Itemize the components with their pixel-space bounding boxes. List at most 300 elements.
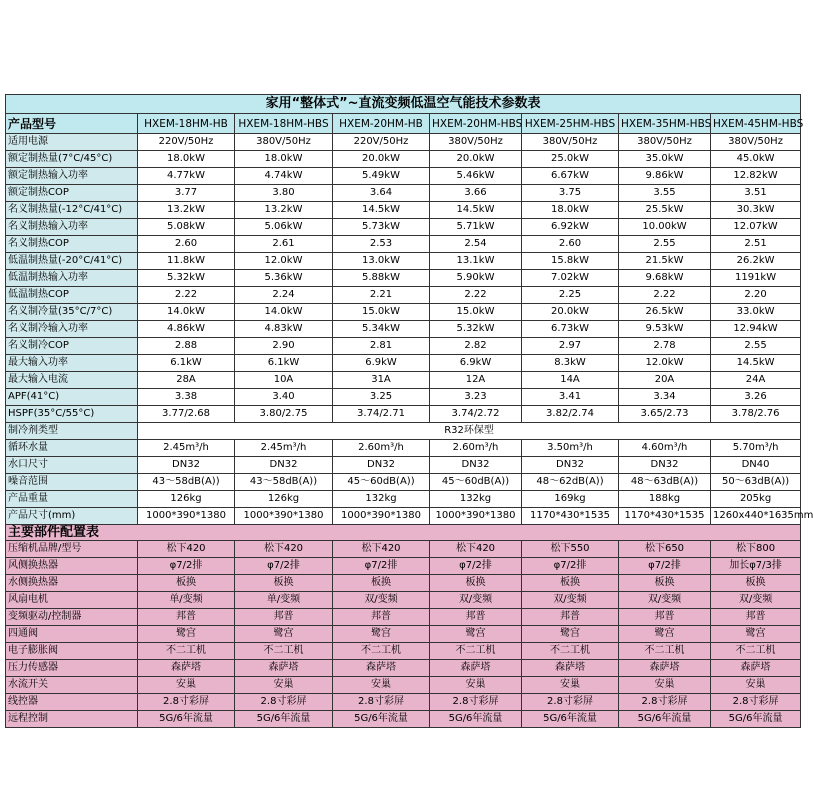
value-cell: 380V/50Hz	[522, 134, 619, 151]
value-cell: 18.0kW	[522, 202, 619, 219]
value-cell: 5.36kW	[235, 270, 333, 287]
title-row	[6, 95, 801, 114]
value-cell: 6.9kW	[430, 355, 522, 372]
value-cell: 双/变频	[711, 592, 801, 609]
value-cell: 双/变频	[333, 592, 430, 609]
table-row	[6, 304, 801, 321]
spec-table	[5, 94, 813, 728]
value-cell: 2.8寸彩屏	[430, 694, 522, 711]
value-cell: 加长φ7/3排	[711, 558, 801, 575]
value-cell: 邦普	[333, 609, 430, 626]
value-cell: 3.23	[430, 389, 522, 406]
value-cell: 2.60m³/h	[333, 440, 430, 457]
value-cell: 3.66	[430, 185, 522, 202]
value-cell: 15.8kW	[522, 253, 619, 270]
row-label: APF(41°C)	[6, 389, 138, 406]
value-cell: φ7/2排	[138, 558, 235, 575]
value-cell: 13.1kW	[430, 253, 522, 270]
value-cell: DN32	[138, 457, 235, 474]
value-cell: φ7/2排	[333, 558, 430, 575]
row-label: 产品重量	[6, 491, 138, 508]
value-cell: 5.32kW	[138, 270, 235, 287]
row-label: 风扇电机	[6, 592, 138, 609]
value-cell: 2.60	[138, 236, 235, 253]
value-cell: 板换	[711, 575, 801, 592]
value-cell: 380V/50Hz	[430, 134, 522, 151]
value-cell: 松下420	[333, 541, 430, 558]
value-cell: 邦普	[522, 609, 619, 626]
row-label: 压力传感器	[6, 660, 138, 677]
table-row	[6, 372, 801, 389]
value-cell: 3.55	[619, 185, 711, 202]
table-row	[6, 541, 801, 558]
value-cell: 9.86kW	[619, 168, 711, 185]
table-row	[6, 253, 801, 270]
value-cell: 3.34	[619, 389, 711, 406]
row-label: 额定制热COP	[6, 185, 138, 202]
value-cell: 13.2kW	[235, 202, 333, 219]
row-label: 名义制冷量(35°C/7°C)	[6, 304, 138, 321]
value-cell: 2.20	[711, 287, 801, 304]
value-cell: 5G/6年流量	[235, 711, 333, 728]
value-cell: 2.81	[333, 338, 430, 355]
value-cell: 单/变频	[235, 592, 333, 609]
value-cell: 220V/50Hz	[333, 134, 430, 151]
value-cell: 森萨塔	[619, 660, 711, 677]
value-cell: 3.78/2.76	[711, 406, 801, 423]
value-cell: 6.92kW	[522, 219, 619, 236]
table-row	[6, 287, 801, 304]
value-cell: 3.80/2.75	[235, 406, 333, 423]
table-row	[6, 711, 801, 728]
row-label: 噪音范围	[6, 474, 138, 491]
row-label: HSPF(35°C/55°C)	[6, 406, 138, 423]
value-cell: 45～60dB(A))	[430, 474, 522, 491]
value-cell: 21.5kW	[619, 253, 711, 270]
value-cell: 14.0kW	[235, 304, 333, 321]
value-cell: 2.8寸彩屏	[711, 694, 801, 711]
value-cell: 380V/50Hz	[235, 134, 333, 151]
value-cell: φ7/2排	[522, 558, 619, 575]
value-cell: 45.0kW	[711, 151, 801, 168]
value-cell: 35.0kW	[619, 151, 711, 168]
value-cell: 3.80	[235, 185, 333, 202]
table-row	[6, 338, 801, 355]
value-cell: 鹭宫	[711, 626, 801, 643]
value-cell: 安巢	[333, 677, 430, 694]
table-row	[6, 626, 801, 643]
value-cell: 3.77/2.68	[138, 406, 235, 423]
value-cell: 5.32kW	[430, 321, 522, 338]
value-cell: 邦普	[711, 609, 801, 626]
value-cell: 2.61	[235, 236, 333, 253]
value-cell: 2.22	[619, 287, 711, 304]
value-cell: 20.0kW	[333, 151, 430, 168]
value-cell: 5.34kW	[333, 321, 430, 338]
value-cell: 森萨塔	[522, 660, 619, 677]
row-label: 变频驱动/控制器	[6, 609, 138, 626]
value-cell: 安巢	[711, 677, 801, 694]
table-row	[6, 491, 801, 508]
row-label: 适用电源	[6, 134, 138, 151]
value-cell: 5G/6年流量	[711, 711, 801, 728]
value-cell: 2.45m³/h	[235, 440, 333, 457]
value-cell: 4.60m³/h	[619, 440, 711, 457]
value-cell: 鹭宫	[138, 626, 235, 643]
value-cell: 3.51	[711, 185, 801, 202]
table-row	[6, 643, 801, 660]
value-cell: 安巢	[235, 677, 333, 694]
model-header-cell: HXEM-18HM-HB	[138, 114, 235, 134]
value-cell: 邦普	[138, 609, 235, 626]
value-cell: 双/变频	[522, 592, 619, 609]
row-label: 电子膨胀阀	[6, 643, 138, 660]
value-cell: 14.0kW	[138, 304, 235, 321]
value-cell: 3.50m³/h	[522, 440, 619, 457]
value-cell: 5G/6年流量	[333, 711, 430, 728]
value-cell: 鹭宫	[333, 626, 430, 643]
value-cell: 25.5kW	[619, 202, 711, 219]
section-row	[6, 525, 801, 541]
value-cell: 2.60	[522, 236, 619, 253]
value-cell: 18.0kW	[235, 151, 333, 168]
value-cell: 1170*430*1535	[522, 508, 619, 525]
value-cell: 1170*430*1535	[619, 508, 711, 525]
row-label: 水口尺寸	[6, 457, 138, 474]
value-cell: 板换	[522, 575, 619, 592]
row-label: 低温制热COP	[6, 287, 138, 304]
value-cell: 邦普	[430, 609, 522, 626]
value-cell: 邦普	[619, 609, 711, 626]
value-cell: 森萨塔	[333, 660, 430, 677]
table-row	[6, 202, 801, 219]
value-cell: 5G/6年流量	[138, 711, 235, 728]
value-cell: 43～58dB(A))	[235, 474, 333, 491]
value-cell: 2.45m³/h	[138, 440, 235, 457]
value-cell: 48～63dB(A))	[619, 474, 711, 491]
value-cell: 安巢	[619, 677, 711, 694]
value-cell: 3.82/2.74	[522, 406, 619, 423]
value-cell: 安巢	[138, 677, 235, 694]
row-label: 制冷剂类型	[6, 423, 138, 440]
value-cell: φ7/2排	[619, 558, 711, 575]
value-cell: 3.64	[333, 185, 430, 202]
row-label: 名义制冷输入功率	[6, 321, 138, 338]
value-cell: 15.0kW	[430, 304, 522, 321]
value-cell: 3.65/2.73	[619, 406, 711, 423]
value-cell: 1000*390*1380	[430, 508, 522, 525]
value-cell: 2.8寸彩屏	[235, 694, 333, 711]
value-cell: 5.06kW	[235, 219, 333, 236]
value-cell: 松下420	[138, 541, 235, 558]
table-row	[6, 677, 801, 694]
value-cell: 7.02kW	[522, 270, 619, 287]
value-cell: φ7/2排	[235, 558, 333, 575]
value-cell: 3.77	[138, 185, 235, 202]
value-cell: 1000*390*1380	[333, 508, 430, 525]
value-cell: 12A	[430, 372, 522, 389]
model-header-row	[6, 114, 801, 134]
value-cell: 25.0kW	[522, 151, 619, 168]
value-cell: 2.21	[333, 287, 430, 304]
table-row	[6, 321, 801, 338]
value-cell: 1191kW	[711, 270, 801, 287]
table-row	[6, 592, 801, 609]
value-cell: 森萨塔	[235, 660, 333, 677]
value-cell: 鹭宫	[235, 626, 333, 643]
value-cell: 不二工机	[619, 643, 711, 660]
value-cell: 5.88kW	[333, 270, 430, 287]
model-header-cell: HXEM-45HM-HBS	[711, 114, 801, 134]
value-cell: 安巢	[430, 677, 522, 694]
value-cell: 板换	[430, 575, 522, 592]
value-cell: 松下550	[522, 541, 619, 558]
value-cell: 8.3kW	[522, 355, 619, 372]
value-cell: 板换	[235, 575, 333, 592]
table-row	[6, 168, 801, 185]
value-cell: DN32	[430, 457, 522, 474]
value-cell: 13.2kW	[138, 202, 235, 219]
table-row	[6, 151, 801, 168]
value-cell: 不二工机	[711, 643, 801, 660]
value-cell: 14.5kW	[430, 202, 522, 219]
value-cell: 2.82	[430, 338, 522, 355]
value-cell: 50～63dB(A))	[711, 474, 801, 491]
value-cell: 1260x440*1635mm	[711, 508, 801, 525]
value-cell: DN40	[711, 457, 801, 474]
value-cell: 2.55	[711, 338, 801, 355]
value-cell: 森萨塔	[430, 660, 522, 677]
value-cell: 13.0kW	[333, 253, 430, 270]
row-label: 低温制热输入功率	[6, 270, 138, 287]
row-label: 额定制热量(7°C/45°C)	[6, 151, 138, 168]
value-cell: 4.74kW	[235, 168, 333, 185]
value-cell: DN32	[619, 457, 711, 474]
table-row	[6, 219, 801, 236]
value-cell: 188kg	[619, 491, 711, 508]
value-cell: 单/变频	[138, 592, 235, 609]
value-cell: 2.88	[138, 338, 235, 355]
value-cell: 2.24	[235, 287, 333, 304]
value-cell: 6.1kW	[138, 355, 235, 372]
value-cell: 松下650	[619, 541, 711, 558]
value-cell: 3.26	[711, 389, 801, 406]
value-cell: 12.82kW	[711, 168, 801, 185]
table-row	[6, 423, 801, 440]
value-cell: 5G/6年流量	[522, 711, 619, 728]
value-cell: 4.77kW	[138, 168, 235, 185]
value-cell: 3.38	[138, 389, 235, 406]
value-cell: 5.46kW	[430, 168, 522, 185]
value-cell: 板换	[333, 575, 430, 592]
row-label: 远程控制	[6, 711, 138, 728]
table-title: 家用“整体式”~直流变频低温空气能技术参数表	[6, 95, 801, 114]
row-label: 名义制热量(-12°C/41°C)	[6, 202, 138, 219]
row-label: 最大输入电流	[6, 372, 138, 389]
value-cell: 380V/50Hz	[711, 134, 801, 151]
table-row	[6, 389, 801, 406]
value-cell: 48～62dB(A))	[522, 474, 619, 491]
row-label: 名义制热输入功率	[6, 219, 138, 236]
model-header-cell: HXEM-20HM-HBS	[430, 114, 522, 134]
row-label: 风侧换热器	[6, 558, 138, 575]
value-cell: 126kg	[235, 491, 333, 508]
value-cell: 不二工机	[522, 643, 619, 660]
value-cell: 6.73kW	[522, 321, 619, 338]
value-cell: 2.97	[522, 338, 619, 355]
value-cell: 132kg	[333, 491, 430, 508]
table-row	[6, 609, 801, 626]
value-cell: DN32	[333, 457, 430, 474]
table-row	[6, 508, 801, 525]
value-cell: 2.22	[430, 287, 522, 304]
section-title: 主要部件配置表	[6, 525, 801, 541]
value-cell: 14.5kW	[711, 355, 801, 372]
value-cell: 30.3kW	[711, 202, 801, 219]
row-label: 最大输入功率	[6, 355, 138, 372]
value-cell: 3.40	[235, 389, 333, 406]
row-label: 压缩机品牌/型号	[6, 541, 138, 558]
model-header-cell: HXEM-35HM-HBS	[619, 114, 711, 134]
value-cell: φ7/2排	[430, 558, 522, 575]
value-cell: 26.2kW	[711, 253, 801, 270]
value-cell: 26.5kW	[619, 304, 711, 321]
row-label: 名义制冷COP	[6, 338, 138, 355]
table-row	[6, 457, 801, 474]
value-cell: DN32	[522, 457, 619, 474]
value-cell: 9.53kW	[619, 321, 711, 338]
table-row	[6, 440, 801, 457]
value-cell: 20.0kW	[522, 304, 619, 321]
value-cell: 10.00kW	[619, 219, 711, 236]
value-cell: 2.22	[138, 287, 235, 304]
value-cell: 12.0kW	[619, 355, 711, 372]
value-cell: 6.1kW	[235, 355, 333, 372]
value-cell: 3.74/2.72	[430, 406, 522, 423]
value-cell: 安巢	[522, 677, 619, 694]
value-cell: 12.07kW	[711, 219, 801, 236]
value-cell: 松下420	[430, 541, 522, 558]
value-cell: 不二工机	[138, 643, 235, 660]
value-cell: 森萨塔	[711, 660, 801, 677]
row-label: 产品尺寸(mm)	[6, 508, 138, 525]
value-cell: 鹭宫	[619, 626, 711, 643]
value-cell: 双/变频	[430, 592, 522, 609]
value-cell: 松下800	[711, 541, 801, 558]
row-label: 低温制热量(-20°C/41°C)	[6, 253, 138, 270]
value-cell: 3.41	[522, 389, 619, 406]
value-cell: 20A	[619, 372, 711, 389]
value-cell: 3.74/2.71	[333, 406, 430, 423]
value-cell: 2.8寸彩屏	[522, 694, 619, 711]
value-cell: 3.75	[522, 185, 619, 202]
value-cell: 2.51	[711, 236, 801, 253]
table-row	[6, 474, 801, 491]
row-label: 四通阀	[6, 626, 138, 643]
spec-sheet	[5, 94, 813, 728]
value-cell: 15.0kW	[333, 304, 430, 321]
value-cell: 380V/50Hz	[619, 134, 711, 151]
value-cell: 板换	[138, 575, 235, 592]
value-cell: 28A	[138, 372, 235, 389]
value-cell: 14.5kW	[333, 202, 430, 219]
product-model-label: 产品型号	[6, 114, 138, 134]
value-cell: 2.8寸彩屏	[138, 694, 235, 711]
value-cell: 不二工机	[235, 643, 333, 660]
value-cell: 2.55	[619, 236, 711, 253]
table-row	[6, 575, 801, 592]
model-header-cell: HXEM-25HM-HBS	[522, 114, 619, 134]
value-cell: 45～60dB(A))	[333, 474, 430, 491]
value-cell: 6.67kW	[522, 168, 619, 185]
value-cell: 12.94kW	[711, 321, 801, 338]
table-row	[6, 558, 801, 575]
value-cell: 31A	[333, 372, 430, 389]
value-cell: 169kg	[522, 491, 619, 508]
value-cell: 126kg	[138, 491, 235, 508]
value-cell: 132kg	[430, 491, 522, 508]
row-label: 线控器	[6, 694, 138, 711]
value-cell: 5.08kW	[138, 219, 235, 236]
value-cell: 双/变频	[619, 592, 711, 609]
table-row	[6, 660, 801, 677]
row-label: 循环水量	[6, 440, 138, 457]
table-row	[6, 185, 801, 202]
table-row	[6, 406, 801, 423]
merged-value-cell: R32环保型	[138, 423, 801, 440]
value-cell: 2.54	[430, 236, 522, 253]
value-cell: 9.68kW	[619, 270, 711, 287]
value-cell: 14A	[522, 372, 619, 389]
table-row	[6, 355, 801, 372]
table-row	[6, 270, 801, 287]
value-cell: 220V/50Hz	[138, 134, 235, 151]
value-cell: 松下420	[235, 541, 333, 558]
value-cell: 2.90	[235, 338, 333, 355]
value-cell: 24A	[711, 372, 801, 389]
value-cell: 板换	[619, 575, 711, 592]
model-header-cell: HXEM-18HM-HBS	[235, 114, 333, 134]
row-label: 水侧换热器	[6, 575, 138, 592]
value-cell: 森萨塔	[138, 660, 235, 677]
value-cell: 不二工机	[430, 643, 522, 660]
value-cell: 不二工机	[333, 643, 430, 660]
value-cell: 鹭宫	[430, 626, 522, 643]
value-cell: 2.25	[522, 287, 619, 304]
value-cell: 5.73kW	[333, 219, 430, 236]
value-cell: 6.9kW	[333, 355, 430, 372]
row-label: 额定制热输入功率	[6, 168, 138, 185]
value-cell: 2.53	[333, 236, 430, 253]
value-cell: 2.8寸彩屏	[333, 694, 430, 711]
value-cell: 1000*390*1380	[235, 508, 333, 525]
value-cell: 33.0kW	[711, 304, 801, 321]
value-cell: 2.78	[619, 338, 711, 355]
table-row	[6, 236, 801, 253]
value-cell: 邦普	[235, 609, 333, 626]
table-row	[6, 694, 801, 711]
value-cell: 11.8kW	[138, 253, 235, 270]
value-cell: 43～58dB(A))	[138, 474, 235, 491]
value-cell: 5.49kW	[333, 168, 430, 185]
value-cell: 4.83kW	[235, 321, 333, 338]
value-cell: 5G/6年流量	[430, 711, 522, 728]
value-cell: 2.60m³/h	[430, 440, 522, 457]
value-cell: 1000*390*1380	[138, 508, 235, 525]
row-label: 水流开关	[6, 677, 138, 694]
value-cell: 18.0kW	[138, 151, 235, 168]
value-cell: DN32	[235, 457, 333, 474]
